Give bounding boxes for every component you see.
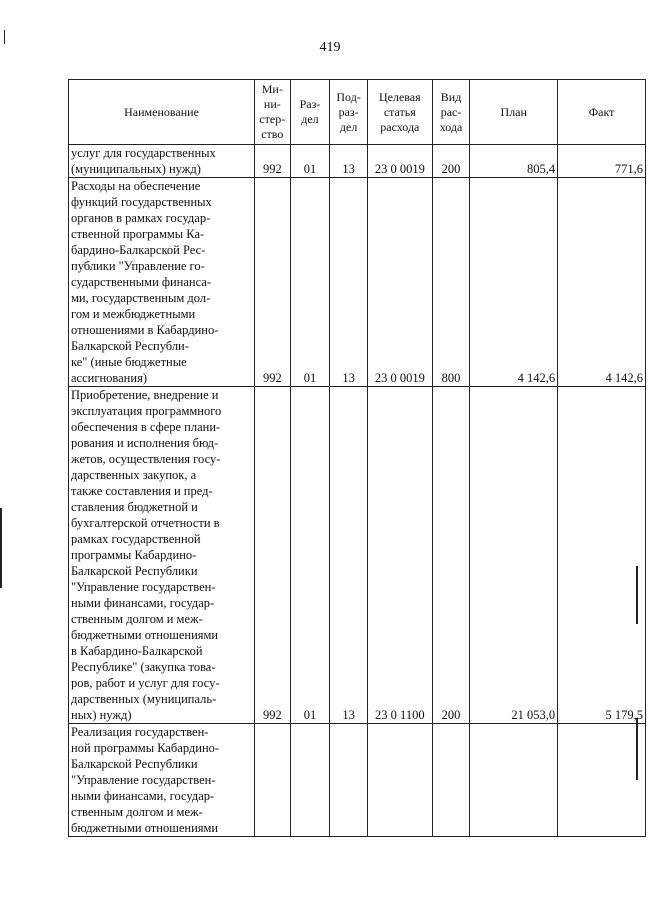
budget-table xyxy=(68,79,646,837)
row-plan: 21 053,0 xyxy=(470,387,558,724)
row-name: услуг для государственных (муниципальных) нужд) xyxy=(69,145,255,178)
table-row xyxy=(69,387,646,724)
row-ministry: 992 xyxy=(255,387,291,724)
row-target xyxy=(367,724,432,837)
row-subsection xyxy=(330,724,368,837)
header-subsection: Под- раз- дел xyxy=(330,80,368,145)
header-section: Раз- дел xyxy=(290,80,330,145)
row-ministry: 992 xyxy=(255,178,291,387)
row-plan: 805,4 xyxy=(470,145,558,178)
row-name: Расходы на обеспечение функций государственных органов в рамках государ- ственной программы Ка- бардино-Балкарской Рес- публики "Управление го- сударственными финанса- ми, государственным дол- гом и межбюджетными отношениями в Кабардино- Балкарской Республи- ке" (иные бюджетные ассигнования) xyxy=(69,178,255,387)
header-plan: План xyxy=(470,80,558,145)
row-type: 800 xyxy=(432,178,470,387)
row-fact: 5 179,5 xyxy=(558,387,646,724)
row-subsection: 13 xyxy=(330,145,368,178)
row-target: 23 0 1100 xyxy=(367,387,432,724)
row-name: Приобретение, внедрение и эксплуатация программного обеспечения в сфере плани- рования и исполнения бюд- жетов, осуществления госу- дарственных закупок, а также составления и пред- ставления бюджетной и бухгалтерской отчетности в рамках государственной программы Кабардино- Балкарской Республики "Управление государствен- ными финансами, государ- ственным долгом и меж- бюджетными отношениями в Кабардино-Балкарской Республике" (закупка това- ров, работ и услуг для госу- дарственных (муниципаль- ных) нужд) xyxy=(69,387,255,724)
header-type: Вид рас- хода xyxy=(432,80,470,145)
row-section: 01 xyxy=(290,387,330,724)
row-fact: 4 142,6 xyxy=(558,178,646,387)
row-subsection: 13 xyxy=(330,387,368,724)
row-fact: 771,6 xyxy=(558,145,646,178)
margin-mark-left xyxy=(0,508,2,588)
table-row xyxy=(69,178,646,387)
row-plan: 4 142,6 xyxy=(470,178,558,387)
table-header-row xyxy=(69,80,646,145)
row-section xyxy=(290,724,330,837)
row-type: 200 xyxy=(432,145,470,178)
row-plan xyxy=(470,724,558,837)
header-target: Целевая статья расхода xyxy=(367,80,432,145)
header-fact: Факт xyxy=(558,80,646,145)
row-fact xyxy=(558,724,646,837)
row-section: 01 xyxy=(290,145,330,178)
row-target: 23 0 0019 xyxy=(367,145,432,178)
table-row xyxy=(69,145,646,178)
row-ministry: 992 xyxy=(255,145,291,178)
row-target: 23 0 0019 xyxy=(367,178,432,387)
row-type: 200 xyxy=(432,387,470,724)
row-section: 01 xyxy=(290,178,330,387)
row-ministry xyxy=(255,724,291,837)
row-name: Реализация государствен- ной программы Кабардино- Балкарской Республики "Управление государствен- ными финансами, государ- ственным долгом и меж- бюджетными отношениями xyxy=(69,724,255,837)
table-row xyxy=(69,724,646,837)
header-name: Наименование xyxy=(69,80,255,145)
page-number: 419 xyxy=(319,40,341,55)
row-subsection: 13 xyxy=(330,178,368,387)
margin-mark-left-top xyxy=(4,30,5,44)
row-type xyxy=(432,724,470,837)
header-ministry: Ми- ни- стер- ство xyxy=(255,80,291,145)
